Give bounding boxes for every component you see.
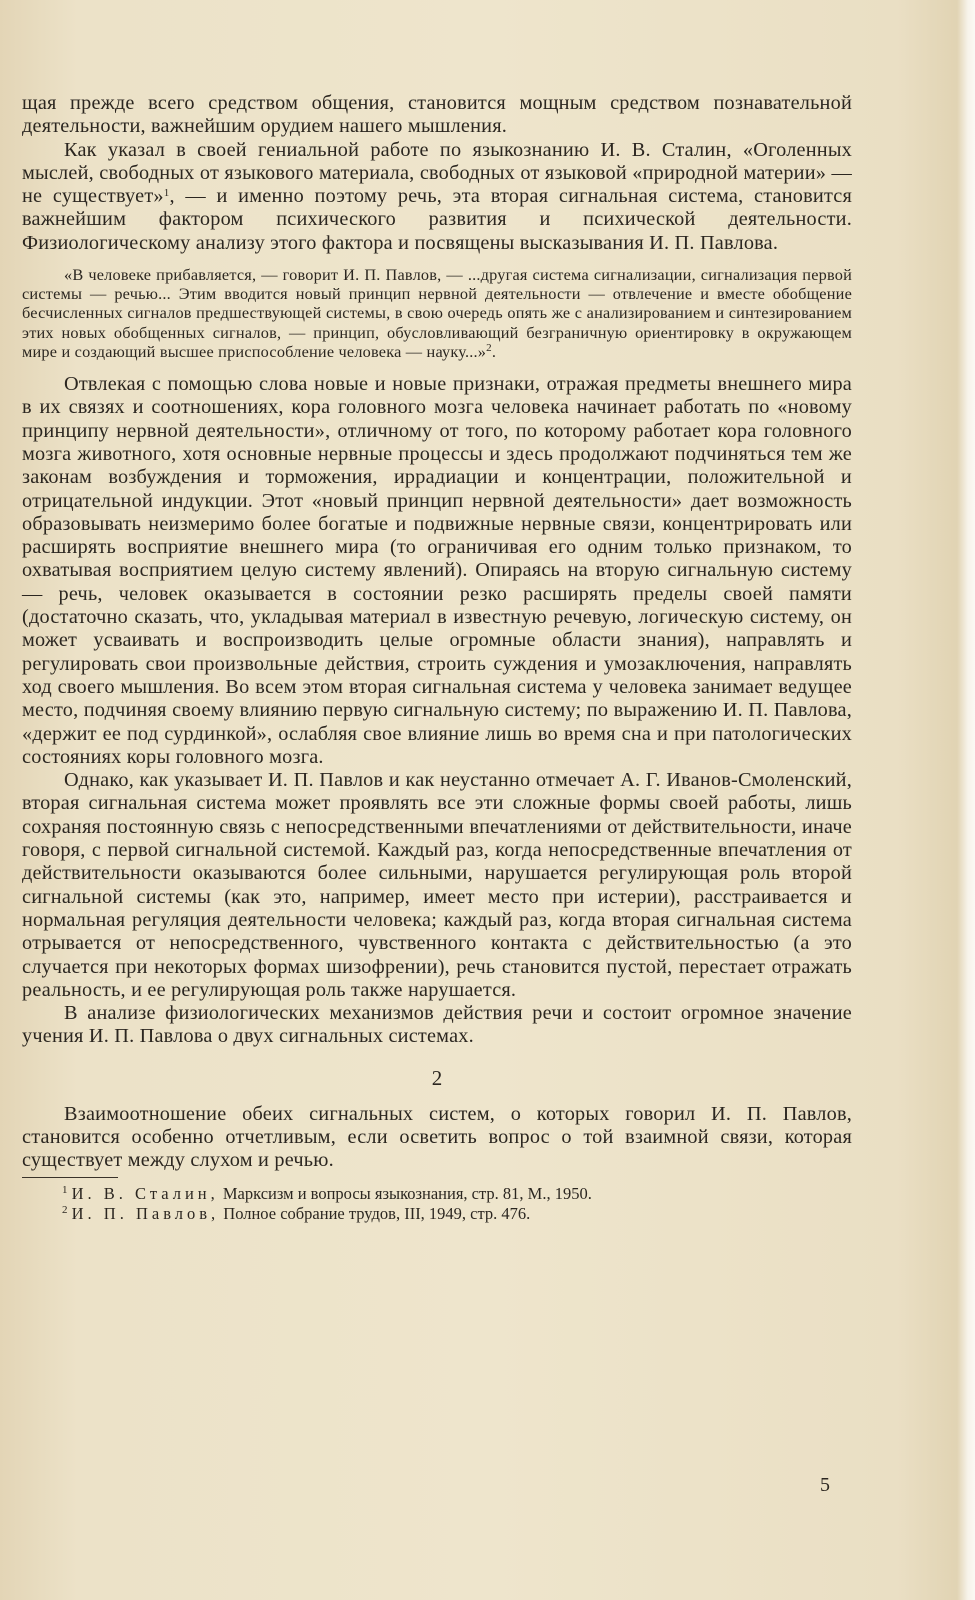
paragraph-ivanov-smolensky: Однако, как указывает И. П. Павлов и как неустанно отмечает А. Г. Иванов-Смоленский, вторая сигнальная система может проявлять все эти сложные формы своей работы, лишь сохраняя постоянную связь с непосредственными впечатлениями от действительности, иначе говоря, с первой сигнальной системой. Каждый раз, когда непосредственные впечатления от действительности оказываются более сильными, нарушается регулирующая роль второй сигнальной системы (как это, например, имеет место при истерии), расстраивается и нормальная регуляция деятельности человека; каждый раз, когда вторая сигнальная система отрывается от непосредственного, чувственного контакта с действительностью (а это случается при некоторых формах шизофрении), речь становится пустой, перестает отражать реальность, и ее регулирующая роль также нарушается. bbox=[22, 769, 852, 1001]
quote-text: «В человеке прибавляется, — говорит И. П. Павлов, — ...другая система сигнализации, сигнализация первой системы — речью... Этим вводится новый принцип нервной деятельности — отвлечение и вместе обобщение бесчисленных сигналов предшествующей системы, в свою очередь опять же с анализированием и синтезированием этих новых обобщенных сигналов, — принцип, обусловливающий безграничную ориентировку в окружающем мире и создающий высшее приспособление человека — науку...» bbox=[22, 265, 852, 361]
paragraph-new-principle: Отвлекая с помощью слова новые и новые признаки, отражая предметы внешнего мира в их связях и соотношениях, кора головного мозга человека начинает работать по «новому принципу нервной деятельности», отличному от того, по которому работает кора головного мозга животного, хотя основные нервные процессы и здесь продолжают подчиняться тем же законам возбуждения и торможения, иррадиации и концентрации, положительной и отрицательной индукции. Этот «новый принцип нервной деятельности» дает возможность образовывать неизмеримо более богатые и подвижные нервные связи, концентрировать или расширять восприятие внешнего мира (то ограничивая его одним только признаком, то охватывая восприятием целую систему явлений). Опираясь на вторую сигнальную систему — речь, человек оказывается в состоянии резко расширять пределы своей памяти (достаточно сказать, что, укладывая материал в известную речевую, логическую систему, он может усваивать и воспроизводить целые огромные области знания), направлять и регулировать свои произвольные действия, строить суждения и умозаключения, направлять ход своего мышления. Во всем этом вторая сигнальная система у человека занимает ведущее место, подчиняя своему влиянию первую сигнальную систему; по выражению И. П. Павлова, «держит ее под сурдинкой», ослабляя свое влияние лишь во время сна и при патологических состояниях коры головного мозга. bbox=[22, 373, 852, 768]
section-number: 2 bbox=[431, 1065, 443, 1090]
footnote-divider bbox=[22, 1177, 118, 1178]
footnote-author: И. П. Павлов, bbox=[71, 1203, 220, 1223]
quote-end: . bbox=[491, 341, 497, 361]
footnote-2 bbox=[22, 1204, 852, 1224]
footnote-text: Полное собрание трудов, III, 1949, стр. 476. bbox=[223, 1203, 531, 1223]
page-edge bbox=[957, 0, 975, 1600]
text-column bbox=[22, 92, 852, 1224]
footnote-1 bbox=[22, 1184, 852, 1204]
footnote-ref-2: 2 bbox=[486, 341, 492, 354]
pavlov-quote bbox=[22, 265, 852, 361]
footnote-mark: 2 bbox=[62, 1203, 68, 1216]
paragraph-continuation: щая прежде всего средством общения, становится мощным средством познавательной деятельности, важнейшим орудием нашего мышления. bbox=[22, 92, 852, 138]
page-number: 5 bbox=[820, 1474, 830, 1496]
footnote-text: Марксизм и вопросы языкознания, стр. 81, М., 1950. bbox=[222, 1183, 592, 1203]
paragraph-text: Как указал в своей гениальной работе по языкознанию И. В. Сталин, «Оголенных мыслей, свободных от языкового материала, свободных от языковой «природной материи» — не существует» bbox=[22, 138, 852, 208]
paragraph-text: , — и именно поэтому речь, эта вторая сигнальная система, становится важнейшим фактором психического развития и психической деятельности. Физиологическому анализу этого фактора и посвящены высказывания И. П. Павлова. bbox=[22, 185, 852, 254]
footnote-author: И. В. Сталин, bbox=[71, 1183, 219, 1203]
paragraph-stalin-quote bbox=[22, 139, 852, 255]
paragraph-section-2: Взаимоотношение обеих сигнальных систем, о которых говорил И. П. Павлов, становится особенно отчетливым, если осветить вопрос о той взаимной связи, которая существует между слухом и речью. bbox=[22, 1102, 852, 1172]
paragraph-conclusion: В анализе физиологических механизмов действия речи и состоит огромное значение учения И. П. Павлова о двух сигнальных системах. bbox=[22, 1002, 852, 1048]
footnote-mark: 1 bbox=[62, 1183, 68, 1196]
footnote-ref-1: 1 bbox=[163, 187, 170, 200]
